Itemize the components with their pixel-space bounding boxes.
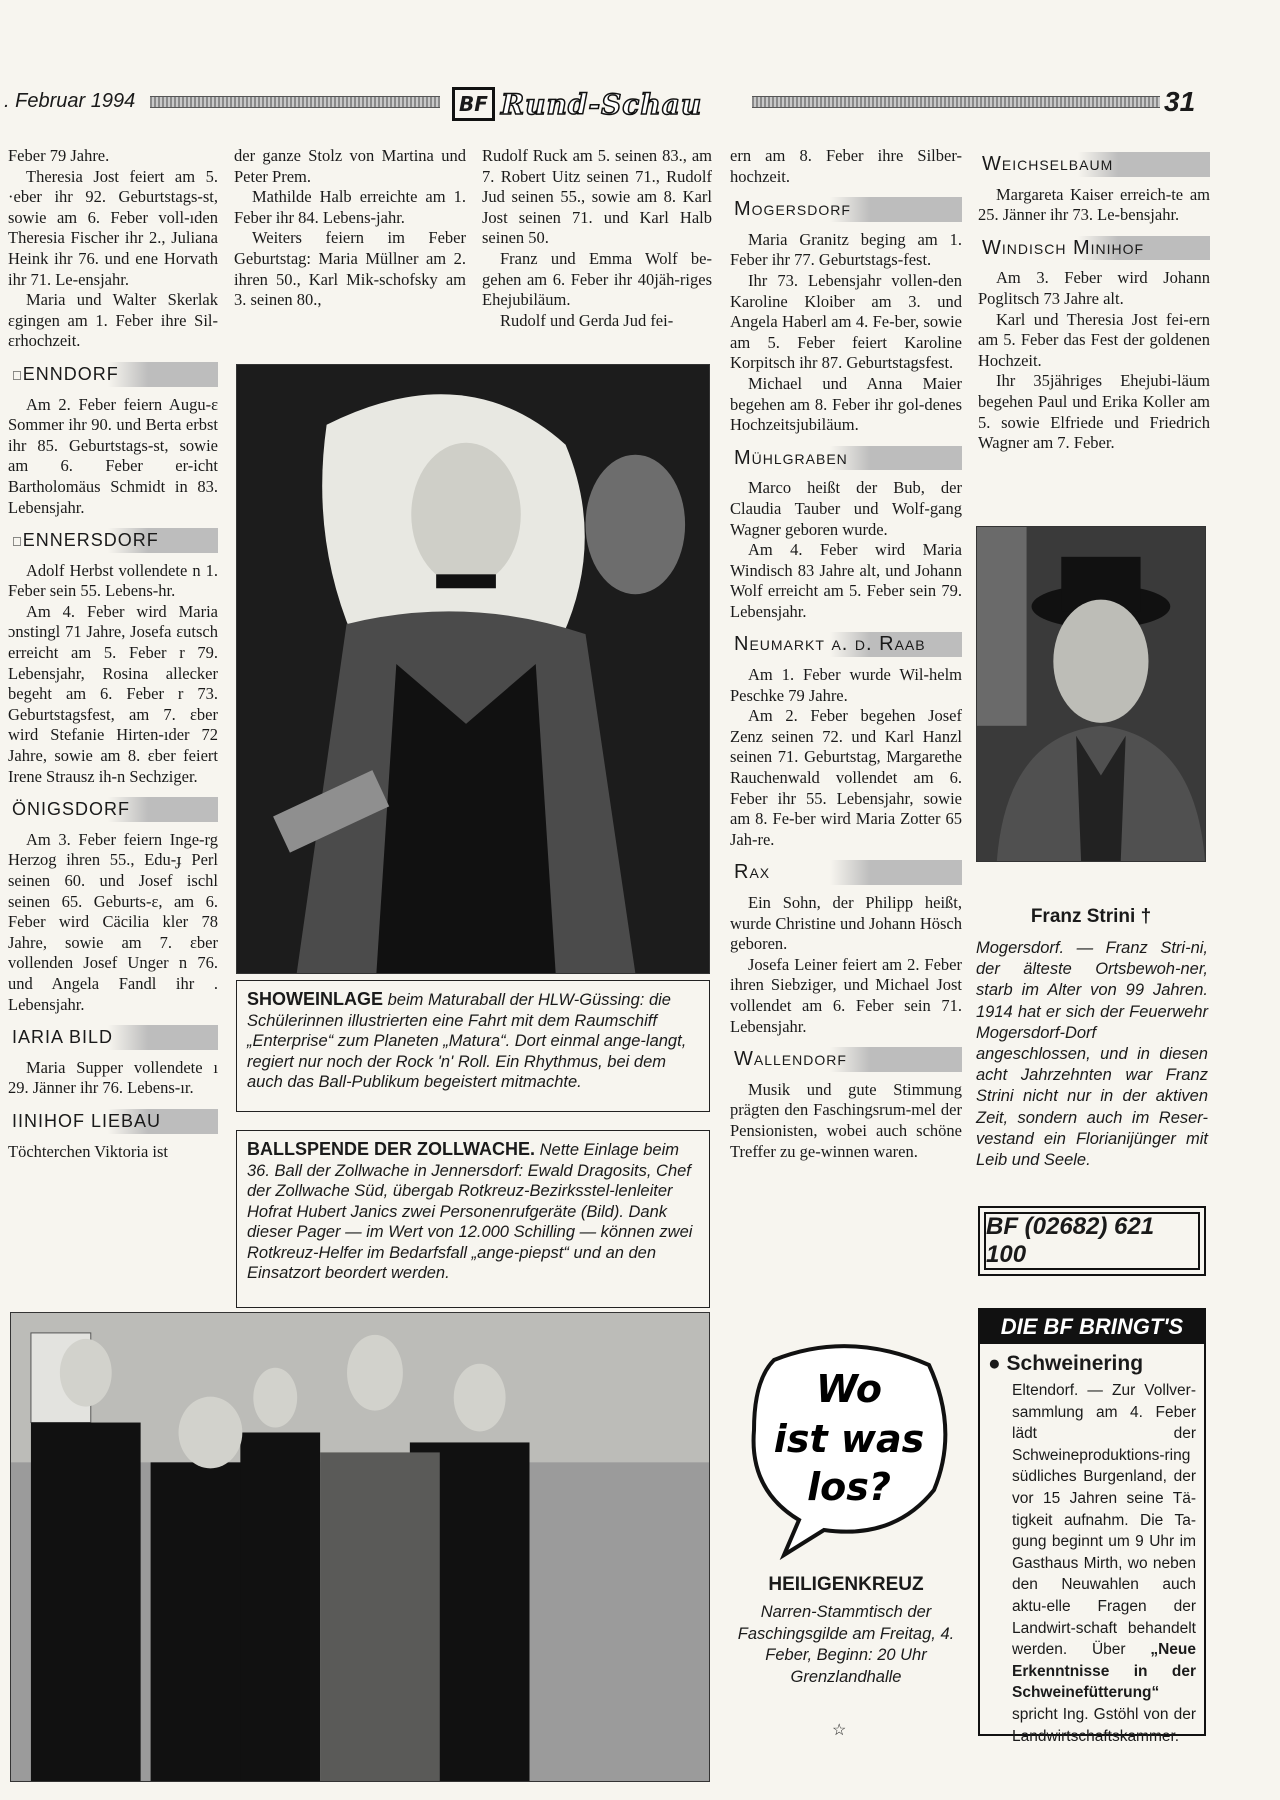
paragraph: Maria Granitz beging am 1. Feber ihr 77. Geburtstags-fest. [730,229,962,270]
section-heading: IARIA BILD [8,1025,218,1050]
masthead-logo [452,84,702,124]
paragraph: Feber 79 Jahre. [8,146,110,165]
paragraph: Ihr 35jähriges Ehejubi-läum begehen Paul und Erika Koller am 5. sowie Elfriede und Friedrich Wagner am 7. Feber. [978,371,1210,453]
paragraph: Am 1. Feber wurde Wil-helm Peschke 79 Jahre. [730,665,962,705]
paragraph: Am 2. Feber begehen Josef Zenz seinen 72. und Karl Hanzl seinen 71. Geburtstag, Margarethe Rauchenwald vollendet am 6. Feber ihr 55. Lebensjahr, sowie am 8. Fe-ber wird Maria Zotter 65 Jah-re. [730,706,962,849]
column-2 [234,146,466,311]
section-heading: Rax [730,860,962,885]
paragraph: Mathilde Halb erreichte am 1. Feber ihr 84. Lebens-jahr. [234,187,466,227]
bringts-text-a: Eltendorf. — Zur Vollver-sammlung am 4. Feber lädt der Schweineproduktions-ring südliches Burgenland, der vor 15 Jahren seine Tä-tigkeit aufnahm. Die Ta-gung beginnt um 9 Uhr im Gasthaus Mirth, wo neben den Neuwahlen auch aktu-elle Fragen der Landwirt-schaft behandelt werden. Über [1012,1382,1196,1659]
bringts-subheading: ● Schweinering [988,1352,1144,1375]
paragraph: Rudolf Ruck am 5. seinen 83., am 7. Robert Uitz seinen 71., Rudolf Jud seinen 55., sowie am 8. Karl Jost seinen 71. und Karl Halb seinen 50. [482,146,712,248]
header-rule-left [150,96,440,108]
column-1 [8,146,218,1162]
section-title: Rund-Schau [500,87,703,121]
paragraph: der ganze Stolz von Martina und Peter Prem. [234,146,466,186]
paragraph: Am 3. Feber feiern Inge-rg Herzog ihren 55., Edu-ɟ Perl seinen 60. und Josef ischl seinen 65. Geburts-ɛ, am 6. Feber wird Cäcilia kler 78 Jahre, sowie am 7. ɛber vollenden Josef Unger n 76. und Angela Fandl ihr . Lebensjahr. [8,829,218,1014]
paragraph: Am 4. Feber wird Maria Windisch 83 Jahre alt, und Johann Wolf erreicht am 5. Feber sein 79. Lebensjahr. [730,540,962,621]
caption-text: Nette Einlage beim 36. Ball der Zollwache in Jennersdorf: Ewald Dragosits, Chef der Zollwache Süd, übergab Rotkreuz-Bezirksstel-lenleiter Hofrat Hubert Janics zwei Personenrufgeräte (Bild). Dank dieser Pager — im Wert von 12.000 Schilling — können zwei Rotkreuz-Helfer im Bedarfsfall „ange-piepst“ und an den Einsatzort beordert werden. [247,1141,693,1282]
page-header [0,84,1240,124]
column-4 [730,146,962,1162]
event-title: HEILIGENKREUZ [768,1574,924,1595]
phone-number: BF (02682) 621 100 [984,1212,1200,1270]
section-heading: Mühlgraben [730,446,962,471]
obituary-title: Franz Strini † [1030,906,1152,927]
page-number: 31 [1164,86,1196,117]
paragraph: Ihr 73. Lebensjahr vollen-den Karoline Kloiber am 3. und Angela Haberl am 4. Fe-ber, sowie am 5. Feber feiert Karoline Korpitsch ihr 87. Geburtstagsfest. [730,270,962,373]
bubble-line-3: los? [807,1465,891,1509]
caption-lead: BALLSPENDE DER ZOLLWACHE. [247,1139,536,1159]
column-3 [482,146,712,331]
section-heading: Wallendorf [730,1047,962,1072]
bubble-line-2: ist was [773,1417,925,1461]
bf-logo-mark: BF [452,87,495,121]
event-text: Narren-Stammtisch der Faschingsgilde am Freitag, 4. Feber, Beginn: 20 Uhr Grenzlandhalle [737,1603,955,1686]
paragraph: Theresia Jost feiert am 5. ·eber ihr 92. Geburtstags-st, sowie am 6. Feber voll-ıden Theresia Fischer ihr 2., Juliana Heink ihr 76. und ene Horvath ihr 71. Le-ensjahr. [8,166,218,289]
obituary-text: Mogersdorf. — Franz Stri-ni, der älteste Ortsbewoh-ner, starb im Alter von 99 Jahren. 1914 hat er sich der Feuerwehr Mogersdorf-Dorf angeschlossen, und in diesen acht Jahrzehnten war Franz Strini nicht nur in der aktiven Zeit, sondern auch im Reser-vestand ein Florianijünger mit Leib und Seele. [976,939,1208,1170]
paragraph: Am 4. Feber wird Maria ɔnstingl 71 Jahre, Josefa ɛutsch erreicht am 5. Feber r 79. Lebensjahr, Rosina allecker begeht am 6. Feber r 73. Geburtstagsfest, am 7. ɛber wird Stefanie Hirten-ıder 72 Jahre, sowie am 8. ɛber feiert Irene Strausz ih-n Sechziger. [8,601,218,786]
issue-date: . Februar 1994 [4,90,136,112]
paragraph: Maria und Walter Skerlak ɛgingen am 1. Feber ihre Sil-ɛrhochzeit. [8,290,218,351]
bringts-text-b: „Neue Erkenntnisse in der Schweinefütterung“ [1012,1641,1196,1702]
paragraph: Franz und Emma Wolf be-gehen am 6. Feber ihr 40jäh-riges Ehejubiläum. [482,248,712,310]
column-5 [978,152,1210,454]
bringts-text-c: spricht Ing. Gstöhl von der Landwirtschaftskammer. [1012,1705,1196,1745]
bubble-line-1: Wo [816,1367,882,1411]
bringts-text [980,1380,1204,1747]
section-heading: ÖNIGSDORF [8,797,218,822]
bf-bringts-box [978,1308,1206,1745]
paragraph: Margareta Kaiser erreich-te am 25. Jänner ihr 73. Le-bensjahr. [978,184,1210,225]
paragraph: Musik und gute Stimmung prägten den Faschingsrum-mel der Pensionisten, wobei auch schöne Treffer zu ge-winnen waren. [730,1079,962,1161]
caption-text: beim Maturaball der HLW-Güssing: die Schülerinnen illustrierten eine Fahrt mit dem Raumschiff „Enterprise“ zum Planeten „Matura“. Dort einmal ange-langt, regiert nur noch der Rock 'n' Roll. Ein Rhythmus, bei dem auch das Ball-Publikum begeistert mitmachte. [247,991,687,1091]
paragraph: Marco heißt der Bub, der Claudia Tauber und Wolf-gang Wagner geboren wurde. [730,478,962,539]
caption-lead: SHOWEINLAGE [247,989,384,1009]
section-heading: ɪENNERSDORF [8,528,218,553]
header-rule-right [752,96,1160,108]
paragraph: Josefa Leiner feiert am 2. Feber ihren Siebziger, und Michael Jost vollendet am 6. Feber sein 71. Lebensjahr. [730,954,962,1036]
section-heading: ɪENNDORF [8,362,218,387]
paragraph: Michael und Anna Maier begehen am 8. Feber ihr gol-denes Hochzeitsjubiläum. [730,373,962,435]
caption-ballspende [236,1130,710,1308]
phone-box [978,1206,1206,1276]
paragraph: Maria Supper vollendete ı 29. Jänner ihr 76. Lebens-ır. [8,1057,218,1098]
speech-bubble-icon [744,1340,954,1560]
paragraph: ern am 8. Feber ihre Silber-hochzeit. [730,146,962,186]
paragraph: Ein Sohn, der Philipp heißt, wurde Christine und Johann Hösch geboren. [730,893,962,954]
paragraph: Adolf Herbst vollendete n 1. Feber sein 55. Lebens-hr. [8,560,218,601]
bringts-heading: DIE BF BRINGT'S [980,1310,1204,1344]
speech-bubble [744,1340,954,1560]
star-icon: ☆ [832,1722,847,1739]
paragraph: Am 3. Feber wird Johann Poglitsch 73 Jahre alt. [978,268,1210,308]
caption-showeinlage [236,980,710,1112]
paragraph: Töchterchen Viktoria ist [8,1141,168,1161]
paragraph: Karl und Theresia Jost fei-ern am 5. Feber das Fest der goldenen Hochzeit. [978,309,1210,370]
section-heading: IINIHOF LIEBAU [8,1109,218,1134]
photo-franz-strini [976,526,1206,862]
section-heading: Mogersdorf [730,197,962,222]
section-heading: Windisch Minihof [978,236,1210,261]
photo-zollwache-ball [10,1312,710,1782]
paragraph: Am 2. Feber feiern Augu-ɛ Sommer ihr 90. und Berta erbst ihr 85. Geburtstags-st, sowie am 6. Feber er-icht Bartholomäus Schmidt in 83. Lebensjahr. [8,394,218,517]
section-heading: Neumarkt a. d. Raab [730,632,962,657]
paragraph: Weiters feiern im Feber Geburtstag: Maria Müllner am 2. ihren 50., Karl Mik-schofsky am 3. seinen 80., [234,228,466,310]
section-heading: Weichselbaum [978,152,1210,177]
photo-showeinlage [236,364,710,974]
paragraph: Rudolf und Gerda Jud fei- [500,310,674,330]
